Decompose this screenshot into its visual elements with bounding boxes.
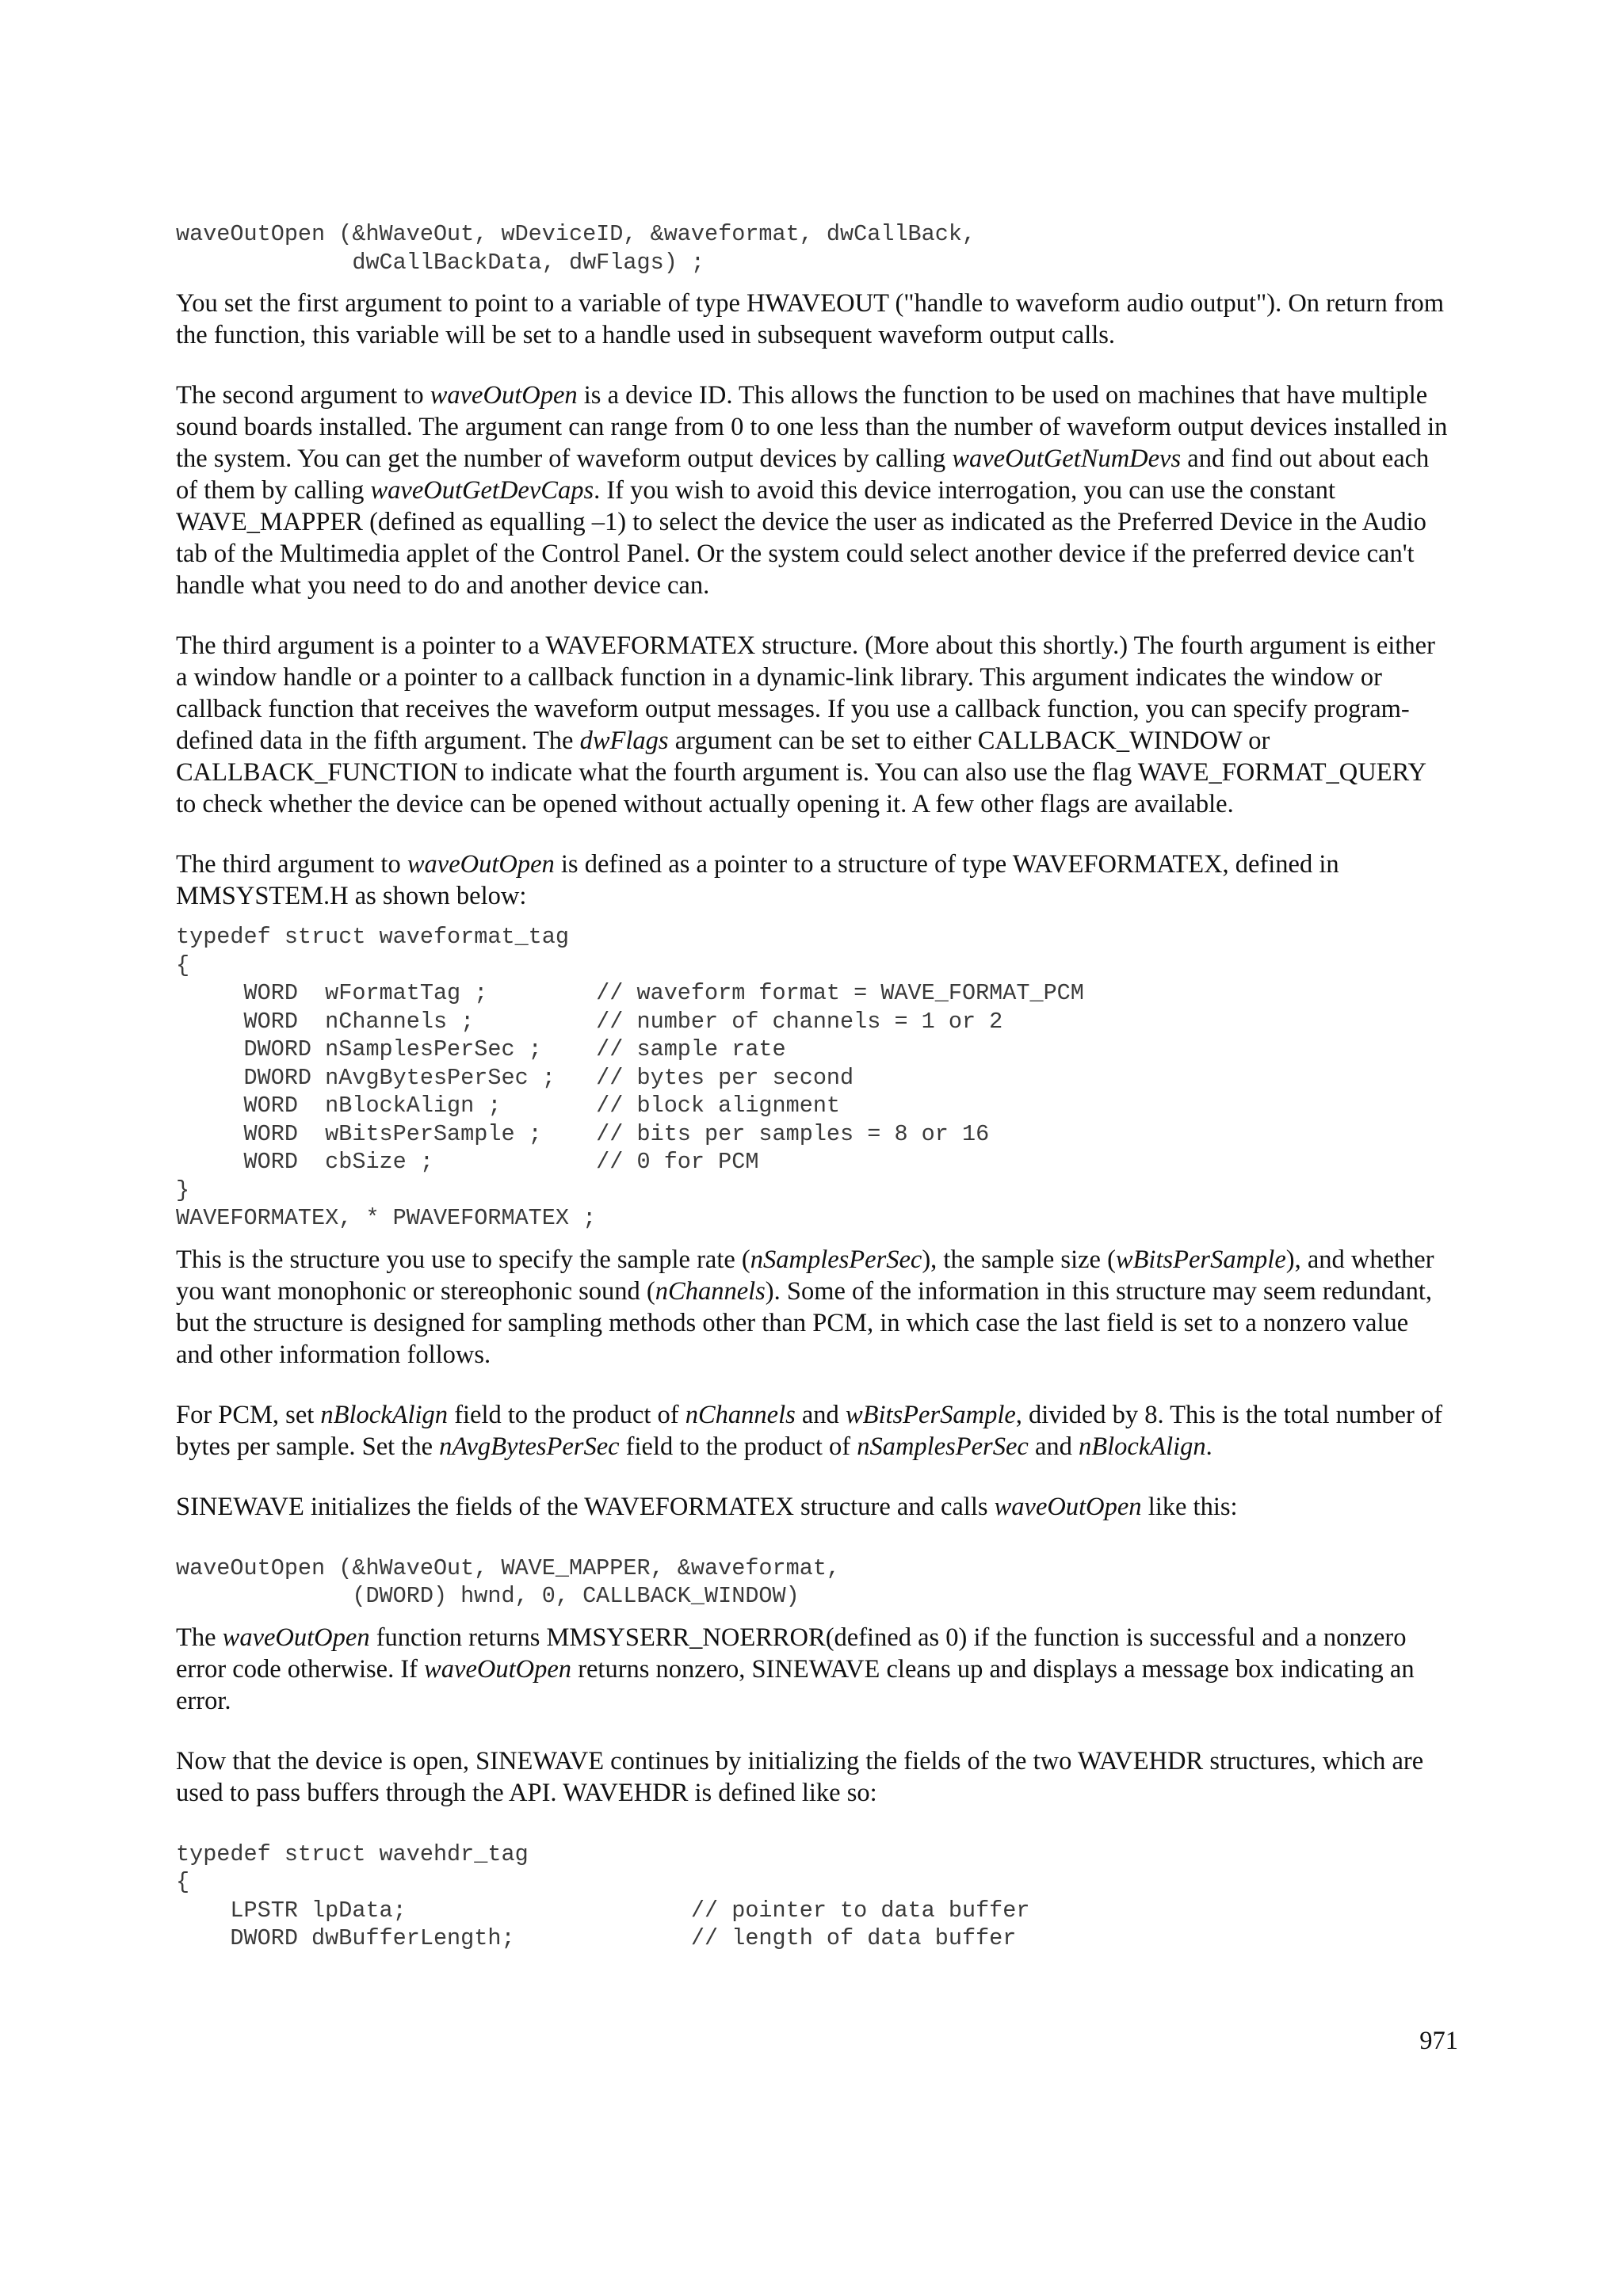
paragraph-first-argument: You set the first argument to point to a variable of type HWAVEOUT ("handle to waveform audio output"). On return from the function, this variable will be set to a handle used in subsequent waveform output calls. [176, 289, 1445, 349]
function-name: waveOutOpen [424, 1654, 572, 1684]
parameter-name: dwFlags [579, 727, 669, 755]
page-number: 971 [1419, 2027, 1458, 2055]
function-name: waveOutOpen [994, 1492, 1142, 1521]
paragraph-second-argument: The second argument to waveOutOpen is a device ID. This allows the function to be used on machines that have multiple sound boards installed. The argument can range from 0 to one less than the number of waveform output devices installed in the system. You can get the number of waveform output devices by calling waveOutGetNumDevs and find out about each of them by calling waveOutGetDevCaps. If you wish to avoid this device interrogation, you can use the constant WAVE_MAPPER (defined as equalling –1) to select the device the user as indicated as the Preferred Device in the Audio tab of the Multimedia applet of the Control Panel. Or the system could select another device if the preferred device can't handle what you need to do and another device can. [176, 381, 1448, 600]
function-name: waveOutGetDevCaps [370, 476, 594, 505]
field-name: nSamplesPerSec [857, 1432, 1029, 1461]
field-name: wBitsPerSample [845, 1400, 1016, 1429]
field-name: nBlockAlign [1079, 1432, 1206, 1461]
field-name: nSamplesPerSec [750, 1245, 922, 1274]
paragraph-third-argument: The third argument is a pointer to a WAVEFORMATEX structure. (More about this shortly.) The fourth argument is either a window handle or a pointer to a callback function in a dynamic-link library. This argument indicates the window or callback function that receives the waveform output messages. If you use a callback function, you can specify program-defined data in the fifth argument. The dwFlags argument can be set to either CALLBACK_WINDOW or CALLBACK_FUNCTION to indicate what the fourth argument is. You can also use the flag WAVE_FORMAT_QUERY to check whether the device can be opened without actually opening it. A few other flags are available. [176, 631, 1435, 818]
code-block-waveoutopen-signature: waveOutOpen (&hWaveOut, wDeviceID, &waveformat, dwCallBack, dwCallBackData, dwFlags) ; [176, 221, 976, 276]
field-name: wBitsPerSample [1115, 1245, 1286, 1274]
function-name: waveOutGetNumDevs [952, 444, 1182, 473]
paragraph-sinewave-init: SINEWAVE initializes the fields of the WAVEFORMATEX structure and calls waveOutOpen like this: [176, 1492, 1238, 1521]
paragraph-pcm-fields: For PCM, set nBlockAlign field to the product of nChannels and wBitsPerSample, divided by 8. This is the total number of bytes per sample. Set the nAvgBytesPerSec field to the product of nSamplesPerSec and nBlockAlign. [176, 1400, 1443, 1461]
field-name: nChannels [685, 1400, 796, 1429]
code-block-waveoutopen-call: waveOutOpen (&hWaveOut, WAVE_MAPPER, &waveformat, (DWORD) hwnd, 0, CALLBACK_WINDOW) [176, 1554, 841, 1609]
function-name: waveOutOpen [407, 850, 555, 879]
field-name: nChannels [655, 1276, 766, 1306]
paragraph-return-value: The waveOutOpen function returns MMSYSERR_NOERROR(defined as 0) if the function is successful and a nonzero error code otherwise. If waveOutOpen returns nonzero, SINEWAVE cleans up and displays a message box indicating an error. [176, 1623, 1415, 1715]
field-name: nAvgBytesPerSec [439, 1432, 620, 1461]
paragraph-structure-purpose: This is the structure you use to specify the sample rate (nSamplesPerSec), the sample size (wBitsPerSample), and whether you want monophonic or stereophonic sound (nChannels). Some of the information in this structure may seem redundant, but the structure is designed for sampling methods other than PCM, in which case the last field is set to a nonzero value and other information follows. [176, 1245, 1434, 1369]
code-block-wavehdr-struct: typedef struct wavehdr_tag { LPSTR lpData; // pointer to data buffer DWORD dwBufferLength; // length of data buffer [176, 1840, 1030, 1951]
field-name: nBlockAlign [320, 1400, 449, 1429]
function-name: waveOutOpen [430, 381, 578, 410]
code-block-waveformatex-struct: typedef struct waveformat_tag { WORD wFormatTag ; // waveform format = WAVE_FORMAT_PCM WORD nChannels ; // number of channels = 1 or 2 DWORD nSamplesPerSec ; // sample rate DWORD nAvgBytesPerSec ; // bytes per second WORD nBlockAlign ; // block alignment WORD wBitsPerSample ; // bits per samples = 8 or 16 WORD cbSize ; // 0 for PCM } WAVEFORMATEX, * PWAVEFORMATEX ; [176, 924, 1084, 1231]
paragraph-waveformatex-intro: The third argument to waveOutOpen is defined as a pointer to a structure of type WAVEFORMATEX, defined in MMSYSTEM.H as shown below: [176, 850, 1339, 910]
paragraph-wavehdr-intro: Now that the device is open, SINEWAVE continues by initializing the fields of the two WAVEHDR structures, which are used to pass buffers through the API. WAVEHDR is defined like so: [176, 1746, 1424, 1807]
function-name: waveOutOpen [222, 1623, 370, 1652]
